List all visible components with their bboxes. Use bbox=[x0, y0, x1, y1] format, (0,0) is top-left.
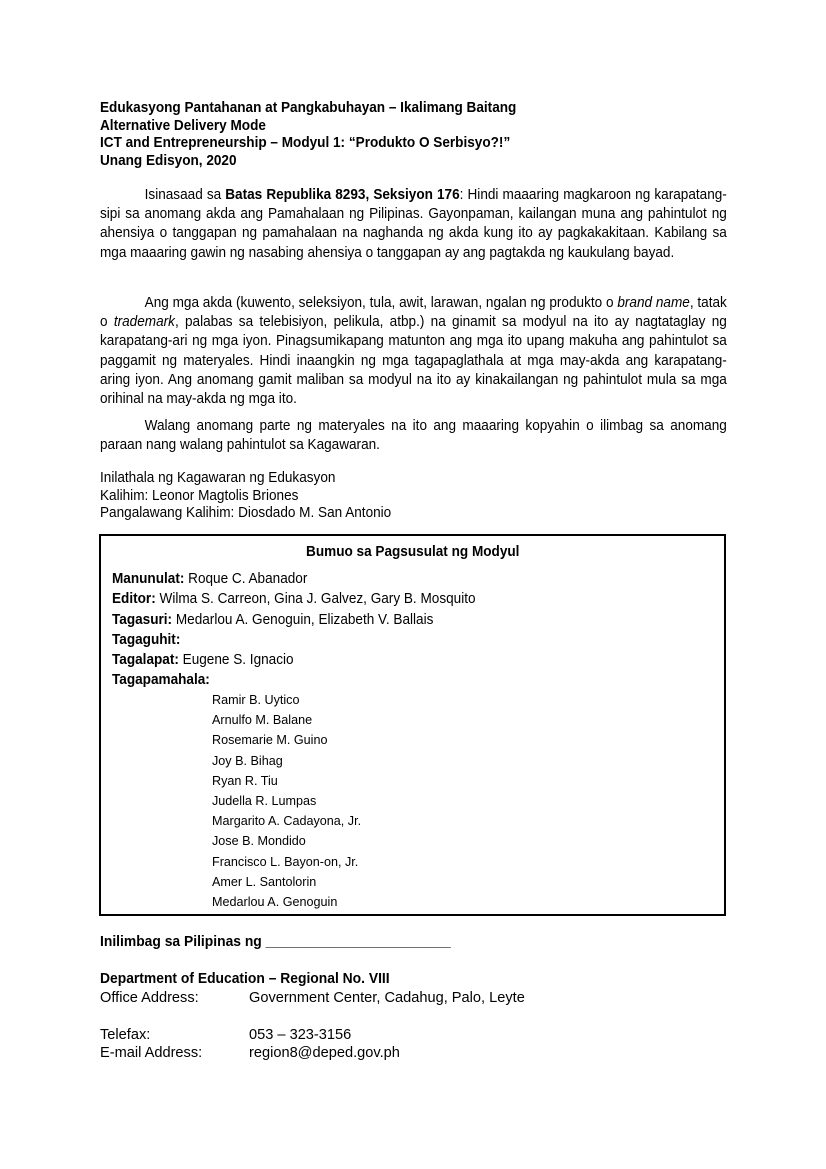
role-management: Tagapamahala: bbox=[112, 672, 210, 689]
p2-part2: , tatak o bbox=[100, 295, 727, 331]
copyright-paragraph-2 bbox=[100, 294, 727, 409]
telefax-label: Telefax: bbox=[100, 1026, 151, 1043]
email-label: E-mail Address: bbox=[100, 1044, 203, 1061]
copyright-paragraph-1 bbox=[100, 186, 727, 263]
p2-part3: , palabas sa telebisiyon, pelikula, atbp.) na ginamit sa modyul na ito ay nagtataglay ng karapatang-ari ng mga iyon. Pinagsumikapang matunton ang mga ito upang makuha ang pahintulot sa paggamit ng materyales. Hindi inaangkin ng mga tagapaglathala at mga may-akda ang karapatang-aring iyon. Ang anomang gamit maliban sa modyul na ito ay kinakailangan ng pahintulot mula sa mga orihinal na may-akda ng mga ito. bbox=[100, 314, 727, 408]
header-edition: Unang Edisyon, 2020 bbox=[100, 152, 237, 169]
p2-trademark: trademark bbox=[113, 314, 175, 331]
manager-name: Margarito A. Cadayona, Jr. bbox=[212, 814, 362, 829]
role-writer: Manunulat: Roque C. Abanador bbox=[112, 571, 308, 587]
manager-name: Amer L. Santolorin bbox=[212, 874, 317, 889]
management-list bbox=[212, 690, 361, 912]
manager-name: Jose B. Mondido bbox=[212, 834, 306, 849]
spacer bbox=[100, 1007, 525, 1026]
p1-rest: : Hindi maaaring magkaroon ng karapatang-sipi sa anomang akda ang Pamahalaan ng Pilipinas. Gayonpaman, kailangan muna ang pahintulot ng ahensiya o tanggapan ng pamahalaan na naghanda ng akda kung ito ay pagkakakitaan. Kabilang sa mga maaaring gawin ng nasabing ahensiya o tanggapan ay ang pagtakda ng kaukulang bayad. bbox=[100, 187, 727, 261]
published-by: Inilathala ng Kagawaran ng Edukasyon bbox=[100, 470, 336, 486]
office-address-row bbox=[100, 989, 525, 1007]
role-illustrator: Tagaguhit: bbox=[112, 631, 181, 648]
role-layout-artist: Tagalapat: Eugene S. Ignacio bbox=[112, 652, 294, 669]
role-editor: Editor: Wilma S. Carreon, Gina J. Galvez, Gary B. Mosquito bbox=[112, 591, 476, 608]
office-address-value: Government Center, Cadahug, Palo, Leyte bbox=[249, 989, 525, 1006]
p3-text: Walang anomang parte ng materyales na ito ang maaaring kopyahin o ilimbag sa anomang paraan nang walang pahintulot sa Kagawaran. bbox=[100, 418, 727, 454]
module-header bbox=[100, 100, 740, 170]
credits-title: Bumuo sa Pagsusulat ng Modyul bbox=[305, 544, 520, 560]
secretary: Kalihim: Leonor Magtolis Briones bbox=[100, 487, 299, 504]
manager-name: Ryan R. Tiu bbox=[212, 773, 278, 788]
office-address-label: Office Address: bbox=[100, 989, 199, 1006]
manager-name: Judella R. Lumpas bbox=[212, 794, 317, 809]
publisher-info bbox=[100, 470, 413, 523]
telefax-row bbox=[100, 1026, 525, 1044]
printed-in-philippines: Inilimbag sa Pilipinas ng ________________________ bbox=[100, 934, 451, 950]
undersecretary: Pangalawang Kalihim: Diosdado M. San Antonio bbox=[100, 505, 392, 522]
copyright-paragraph-3 bbox=[100, 417, 727, 455]
deped-contact bbox=[100, 971, 525, 1062]
credits-roles bbox=[112, 569, 503, 691]
header-mode: Alternative Delivery Mode bbox=[100, 117, 266, 134]
p1-law-reference: Batas Republika 8293, Seksiyon 176 bbox=[225, 187, 460, 203]
manager-name: Francisco L. Bayon-on, Jr. bbox=[212, 854, 359, 869]
deped-region-title: Department of Education – Regional No. VIII bbox=[100, 971, 390, 987]
p2-brand-name: brand name bbox=[617, 295, 690, 311]
credits-box bbox=[99, 534, 726, 916]
manager-name: Arnulfo M. Balane bbox=[212, 713, 313, 728]
manager-name: Ramir B. Uytico bbox=[212, 693, 300, 707]
role-reviewer: Tagasuri: Medarlou A. Genoguin, Elizabeth V. Ballais bbox=[112, 611, 434, 628]
manager-name: Medarlou A. Genoguin bbox=[212, 895, 338, 910]
p2-part1: Ang mga akda (kuwento, seleksiyon, tula, awit, larawan, ngalan ng produkto o bbox=[144, 295, 618, 311]
telefax-value: 053 – 323-3156 bbox=[249, 1026, 352, 1043]
manager-name: Rosemarie M. Guino bbox=[212, 733, 328, 748]
email-value[interactable]: region8@deped.gov.ph bbox=[249, 1044, 400, 1061]
email-row bbox=[100, 1044, 525, 1062]
p1-lead: Isinasaad sa bbox=[144, 187, 226, 203]
manager-name: Joy B. Bihag bbox=[212, 753, 283, 768]
header-subject: Edukasyong Pantahanan at Pangkabuhayan – Ikalimang Baitang bbox=[100, 100, 517, 116]
header-module-title: ICT and Entrepreneurship – Modyul 1: “Produkto O Serbisyo?!” bbox=[100, 135, 511, 152]
